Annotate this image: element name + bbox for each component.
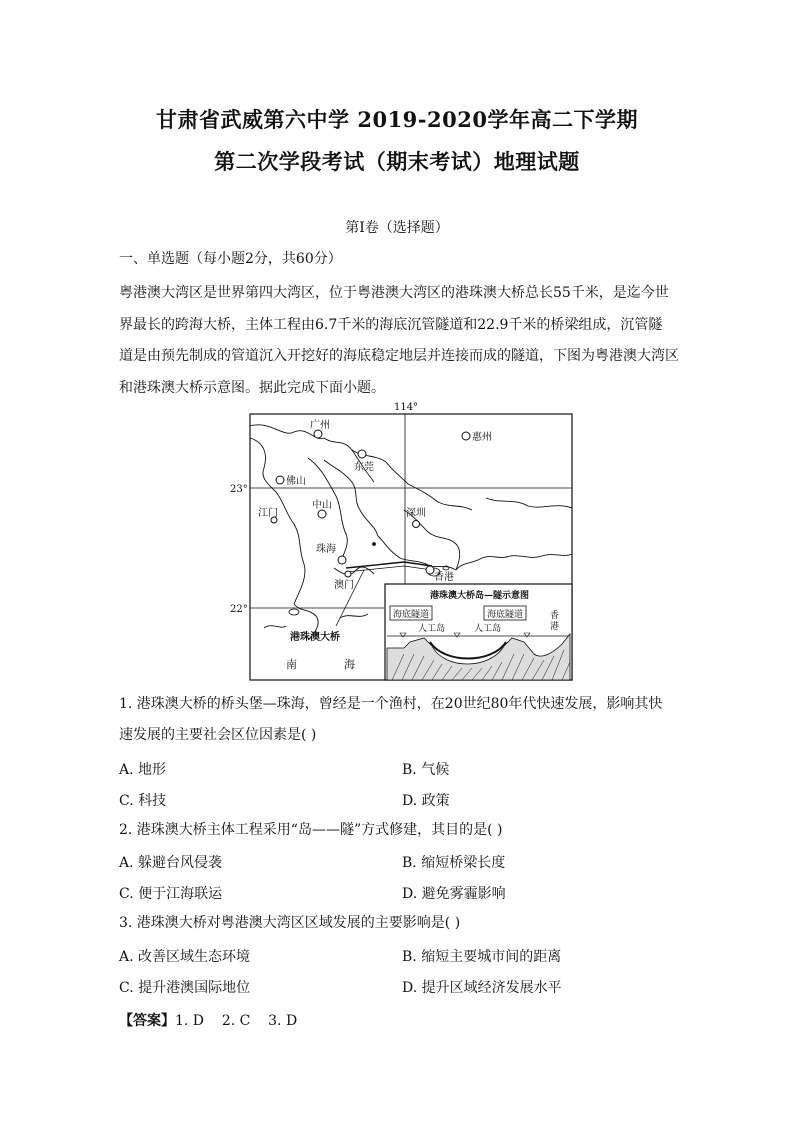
question-1-option-d[interactable]: D. 政策 [402,793,450,809]
question-2-option-a[interactable]: A. 躲避台风侵袭 [119,855,223,871]
question-1-option-c[interactable]: C. 科技 [119,793,167,809]
city-label-dongguan: 东莞 [354,462,374,473]
document-title-line-2: 第二次学段考试（期末考试）地理试题 [214,149,580,174]
question-3-option-b[interactable]: B. 缩短主要城市间的距离 [402,949,562,965]
city-label-huizhou: 惠州 [472,432,492,443]
city-label-zhongshan: 中山 [312,500,332,511]
longitude-label: 114° [394,402,419,413]
answer-line [119,1010,297,1030]
question-1-line: 1. 港珠澳大桥的桥头堡—珠海，曾经是一个渔村，在20世纪80年代快速发展，影响其快 [119,696,663,712]
city-label-hongkong: 香港 [434,572,454,583]
city-label-macau: 澳门 [334,580,354,591]
bridge-pointer-line [336,570,364,626]
city-label-shenzhen: 深圳 [406,508,426,519]
latitude-label-23: 23° [230,484,248,495]
tunnel-label-right: 海底隧道 [487,610,524,620]
answer-values: 1. D 2. C 3. D [175,1013,298,1029]
question-3-option-a[interactable]: A. 改善区域生态环境 [119,949,251,965]
question-3-option-c[interactable]: C. 提升港澳国际地位 [119,980,251,996]
city-markers [271,430,470,577]
sea-label-hai: 海 [344,658,355,671]
question-type-heading: 一、单选题（每小题2分，共60分） [119,251,342,267]
inset-hk-label-1: 香 [550,611,560,621]
question-2-option-c[interactable]: C. 便于江海联运 [119,886,223,902]
intro-line: 粤港澳大湾区是世界第四大湾区，位于粤港澳大湾区的港珠澳大桥总长55千米，是迄今世 [119,285,669,301]
question-2-option-b[interactable]: B. 缩短桥梁长度 [402,855,506,871]
city-label-guangzhou: 广州 [310,420,330,431]
question-1-option-a[interactable]: A. 地形 [119,762,167,778]
latitude-label-22: 22° [230,604,248,615]
city-label-jiangmen: 江门 [258,508,278,519]
tunnel-label-left: 海底隧道 [393,610,430,620]
section-title: 第Ⅰ卷（选择题） [345,220,449,236]
intro-line: 和港珠澳大桥示意图。据此完成下面小题。 [119,379,385,396]
question-3 [119,908,689,939]
question-1 [119,689,689,751]
island-label-right: 人工岛 [474,624,502,634]
question-2 [119,815,689,846]
bay-area-map [224,398,574,683]
city-label-foshan: 佛山 [286,476,306,487]
question-1-option-b[interactable]: B. 气候 [402,762,450,778]
question-2-option-d[interactable]: D. 避免雾霾影响 [402,886,506,902]
question-2-line: 2. 港珠澳大桥主体工程采用“岛——隧”方式修建，其目的是( ) [119,822,503,838]
question-3-line: 3. 港珠澳大桥对粤港澳大湾区区域发展的主要影响是( ) [119,915,461,931]
intro-line: 道是由预先制成的管道沉入开挖好的海底稳定地层并连接而成的隧道，下图为粤港澳大湾区 [119,348,679,364]
island-label-left: 人工岛 [418,624,446,634]
inset-title: 港珠澳大桥岛—隧示意图 [430,591,530,601]
intro-paragraph [119,278,681,404]
question-1-line: 速发展的主要社会区位因素是( ) [119,727,317,743]
inset-hk-label-2: 港 [550,622,560,632]
bridge-label: 港珠澳大桥 [290,632,340,643]
city-label-zhuhai: 珠海 [316,544,336,555]
intro-line: 界最长的跨海大桥，主体工程由6.7千米的海底沉管隧道和22.9千米的桥梁组成，沉管隧 [119,316,663,333]
inset-diagram [385,584,572,680]
question-3-option-d[interactable]: D. 提升区域经济发展水平 [402,980,562,996]
document-title-line-1: 甘肃省武威第六中学 2019-2020学年高二下学期 [156,107,638,132]
sea-label-nan: 南 [286,658,297,671]
hzmb-bridge-line [346,562,432,568]
answer-label: 【答案】 [119,1013,175,1029]
